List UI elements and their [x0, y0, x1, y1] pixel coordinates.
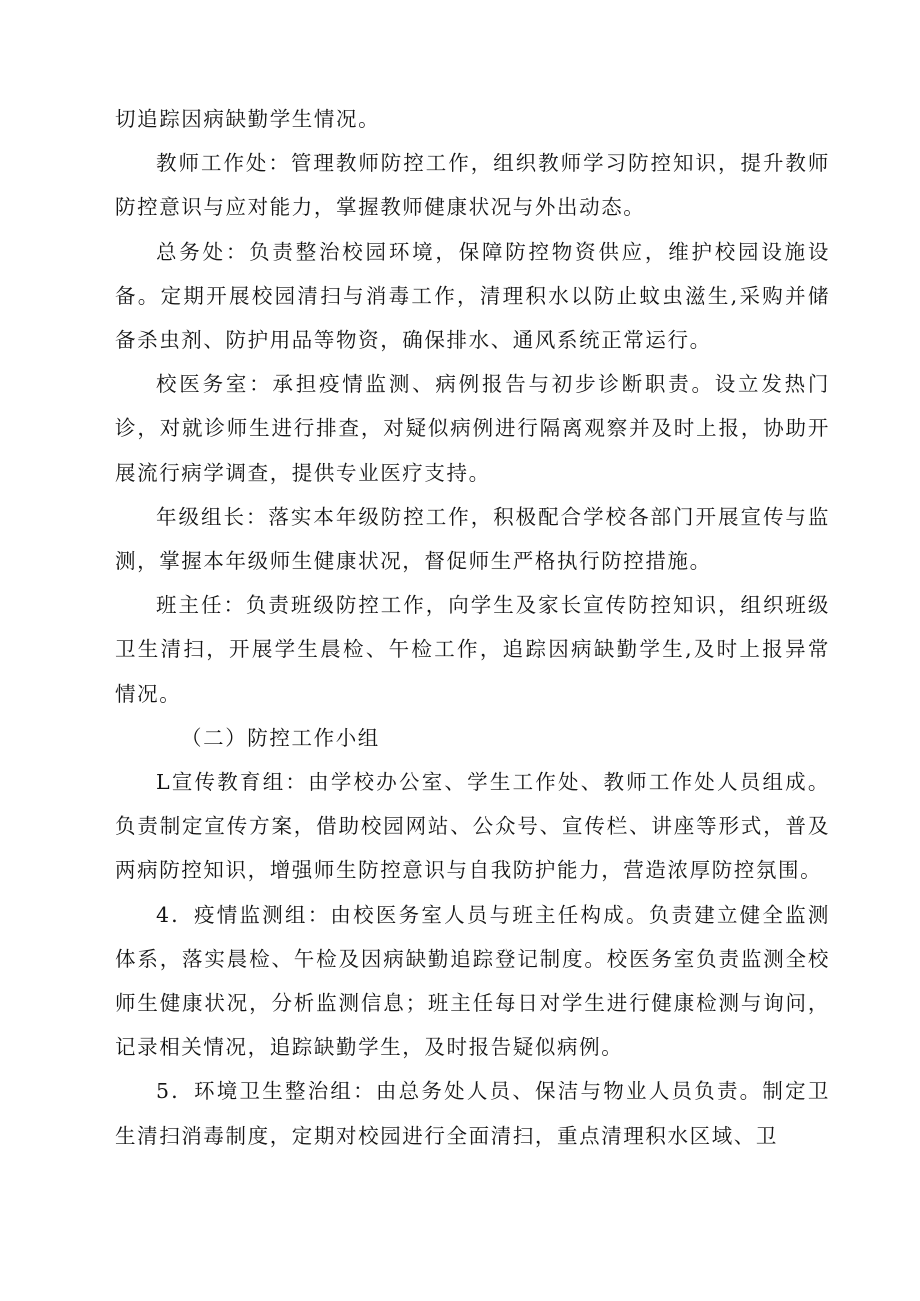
- paragraph-monitoring-group: 4．疫情监测组：由校医务室人员与班主任构成。负责建立健全监测体系，落实晨检、午检及因病缺勤追踪登记制度。校医务室负责监测全校师生健康状况，分析监测信息；班主任每日对学生进行健康检测与询问，记录相关情况，追踪缺勤学生，及时报告疑似病例。: [115, 902, 830, 1060]
- paragraph-clinic: 校医务室：承担疫情监测、病例报告与初步诊断职责。设立发热门诊，对就诊师生进行排查，对疑似病例进行隔离观察并及时上报，协助开展流行病学调查，提供专业医疗支持。: [115, 372, 830, 485]
- paragraph-class-teacher: 班主任：负责班级防控工作，向学生及家长宣传防控知识，组织班级卫生清扫，开展学生晨检、午检工作，追踪因病缺勤学生,及时上报异常情况。: [115, 593, 830, 706]
- paragraph-sanitation-group: 5．环境卫生整治组：由总务处人员、保洁与物业人员负责。制定卫生清扫消毒制度，定期对校园进行全面清扫，重点清理积水区域、卫: [115, 1079, 830, 1148]
- paragraph-grade-leader: 年级组长：落实本年级防控工作，积极配合学校各部门开展宣传与监测，掌握本年级师生健康状况，督促师生严格执行防控措施。: [115, 504, 830, 574]
- paragraph-teacher-affairs: 教师工作处：管理教师防控工作，组织教师学习防控知识，提升教师防控意识与应对能力，掌握教师健康状况与外出动态。: [115, 151, 830, 220]
- paragraph-publicity-group: L宣传教育组：由学校办公室、学生工作处、教师工作处人员组成。负责制定宣传方案，借助校园网站、公众号、宣传栏、讲座等形式，普及两病防控知识，增强师生防控意识与自我防护能力，营造浓厚防控氛围。: [115, 770, 830, 883]
- paragraph-continuation: 切追踪因病缺勤学生情况。: [115, 107, 381, 131]
- section-heading: （二）防控工作小组: [181, 725, 380, 750]
- paragraph-general-affairs: 总务处：负责整治校园环境，保障防控物资供应，维护校园设施设备。定期开展校园清扫与消毒工作，清理积水以防止蚊虫滋生,采购并储备杀虫剂、防护用品等物资，确保排水、通风系统正常运行。: [115, 239, 830, 353]
